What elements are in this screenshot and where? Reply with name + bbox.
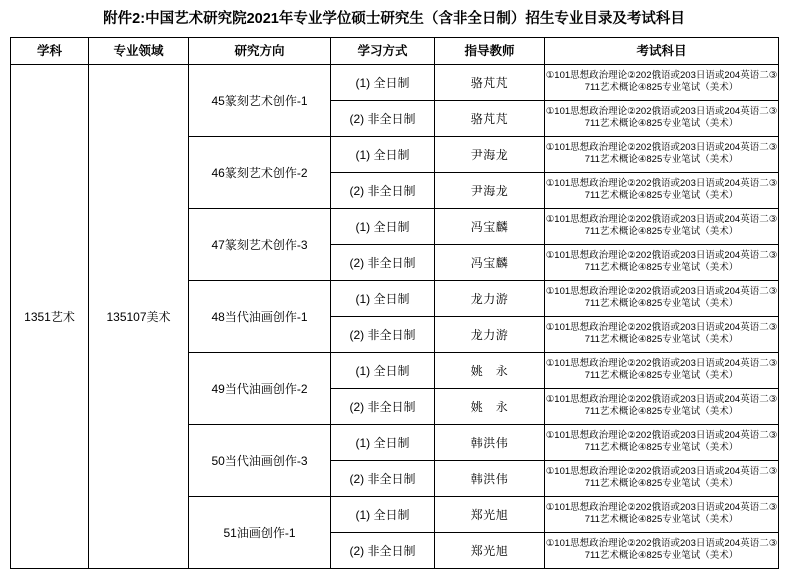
table-header-row: [11, 37, 779, 64]
page-title: 附件2:中国艺术研究院2021年专业学位硕士研究生（含非全日制）招生专业目录及考试科目: [103, 11, 685, 27]
cell-exam-subjects: ①101思想政治理论②202俄语或203日语或204英语二③711艺术概论④825专业笔试（美术）: [545, 208, 779, 244]
column-header-discipline: 学科: [11, 37, 89, 64]
cell-exam-subjects: ①101思想政治理论②202俄语或203日语或204英语二③711艺术概论④825专业笔试（美术）: [545, 280, 779, 316]
column-header-direction: 研究方向: [189, 37, 331, 64]
cell-research-direction: 48当代油画创作-1: [189, 280, 331, 352]
cell-study-mode: (1) 全日制: [331, 352, 435, 388]
cell-exam-subjects: ①101思想政治理论②202俄语或203日语或204英语二③711艺术概论④825专业笔试（美术）: [545, 532, 779, 568]
cell-research-direction: 49当代油画创作-2: [189, 352, 331, 424]
cell-supervisor: 尹海龙: [435, 136, 545, 172]
cell-exam-subjects: ①101思想政治理论②202俄语或203日语或204英语二③711艺术概论④825专业笔试（美术）: [545, 424, 779, 460]
cell-study-mode: (1) 全日制: [331, 64, 435, 100]
cell-supervisor: 龙力游: [435, 280, 545, 316]
cell-supervisor: 冯宝麟: [435, 244, 545, 280]
cell-study-mode: (2) 非全日制: [331, 460, 435, 496]
cell-supervisor: 骆芃芃: [435, 64, 545, 100]
column-header-teacher: 指导教师: [435, 37, 545, 64]
cell-supervisor: 韩洪伟: [435, 424, 545, 460]
cell-research-direction: 50当代油画创作-3: [189, 424, 331, 496]
cell-exam-subjects: ①101思想政治理论②202俄语或203日语或204英语二③711艺术概论④825专业笔试（美术）: [545, 496, 779, 532]
cell-research-direction: 51油画创作-1: [189, 496, 331, 568]
cell-supervisor: 尹海龙: [435, 172, 545, 208]
cell-supervisor: 冯宝麟: [435, 208, 545, 244]
cell-supervisor: 姚 永: [435, 388, 545, 424]
cell-study-mode: (1) 全日制: [331, 208, 435, 244]
cell-study-mode: (2) 非全日制: [331, 172, 435, 208]
cell-exam-subjects: ①101思想政治理论②202俄语或203日语或204英语二③711艺术概论④825专业笔试（美术）: [545, 352, 779, 388]
cell-supervisor: 郑光旭: [435, 496, 545, 532]
cell-supervisor: 韩洪伟: [435, 460, 545, 496]
cell-supervisor: 郑光旭: [435, 532, 545, 568]
cell-study-mode: (1) 全日制: [331, 280, 435, 316]
cell-exam-subjects: ①101思想政治理论②202俄语或203日语或204英语二③711艺术概论④825专业笔试（美术）: [545, 64, 779, 100]
cell-exam-subjects: ①101思想政治理论②202俄语或203日语或204英语二③711艺术概论④825专业笔试（美术）: [545, 244, 779, 280]
cell-exam-subjects: ①101思想政治理论②202俄语或203日语或204英语二③711艺术概论④825专业笔试（美术）: [545, 316, 779, 352]
cell-study-mode: (1) 全日制: [331, 136, 435, 172]
cell-supervisor: 姚 永: [435, 352, 545, 388]
column-header-field: 专业领域: [89, 37, 189, 64]
cell-supervisor: 骆芃芃: [435, 100, 545, 136]
admissions-catalog-table: [10, 37, 779, 569]
cell-exam-subjects: ①101思想政治理论②202俄语或203日语或204英语二③711艺术概论④825专业笔试（美术）: [545, 136, 779, 172]
column-header-subjects: 考试科目: [545, 37, 779, 64]
cell-study-mode: (2) 非全日制: [331, 388, 435, 424]
cell-exam-subjects: ①101思想政治理论②202俄语或203日语或204英语二③711艺术概论④825专业笔试（美术）: [545, 172, 779, 208]
cell-study-mode: (1) 全日制: [331, 496, 435, 532]
cell-research-direction: 47篆刻艺术创作-3: [189, 208, 331, 280]
cell-discipline: 1351艺术: [11, 64, 89, 568]
cell-study-mode: (2) 非全日制: [331, 100, 435, 136]
table-body: [11, 64, 779, 568]
cell-exam-subjects: ①101思想政治理论②202俄语或203日语或204英语二③711艺术概论④825专业笔试（美术）: [545, 388, 779, 424]
column-header-mode: 学习方式: [331, 37, 435, 64]
cell-study-mode: (2) 非全日制: [331, 244, 435, 280]
cell-study-mode: (2) 非全日制: [331, 316, 435, 352]
cell-supervisor: 龙力游: [435, 316, 545, 352]
cell-exam-subjects: ①101思想政治理论②202俄语或203日语或204英语二③711艺术概论④825专业笔试（美术）: [545, 100, 779, 136]
cell-research-direction: 46篆刻艺术创作-2: [189, 136, 331, 208]
cell-field: 135107美术: [89, 64, 189, 568]
table-row: [11, 64, 779, 100]
cell-study-mode: (1) 全日制: [331, 424, 435, 460]
cell-research-direction: 45篆刻艺术创作-1: [189, 64, 331, 136]
cell-exam-subjects: ①101思想政治理论②202俄语或203日语或204英语二③711艺术概论④825专业笔试（美术）: [545, 460, 779, 496]
cell-study-mode: (2) 非全日制: [331, 532, 435, 568]
